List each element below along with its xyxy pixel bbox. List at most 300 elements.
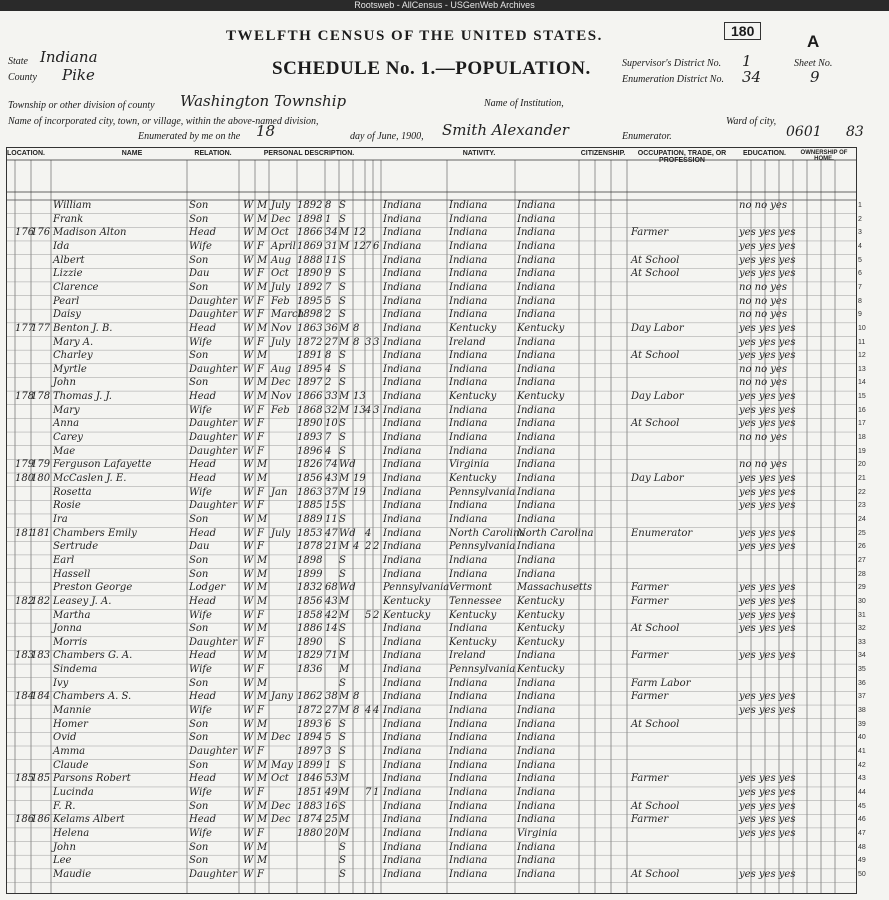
birth-year: 1885 [297,500,323,512]
person-name: Clarence [53,281,99,293]
line-number: 25 [858,529,866,537]
person-name: Parsons Robert [53,773,131,785]
relation: Daughter [189,636,237,648]
table-row [7,800,866,815]
line-number: 15 [858,393,866,401]
relation: Head [189,473,217,484]
relation: Daughter [189,295,237,307]
table-row [7,554,866,569]
person-name: Jonna [53,623,82,635]
sex: M [257,773,268,785]
birth-year: 1892 [297,200,323,211]
sex: M [257,595,268,607]
age: 7 [325,432,332,444]
father-birthplace: Ireland [449,336,486,348]
birth-year: 1895 [297,295,323,307]
person-name: Ira [53,513,68,525]
father-birthplace: Pennsylvania [449,486,516,498]
father-birthplace: Indiana [449,254,488,266]
table-row [7,486,866,501]
father-birthplace: Indiana [449,800,488,812]
birthplace: Indiana [383,664,422,676]
mother-birthplace: Indiana [517,363,556,375]
mother-birthplace: Indiana [517,691,556,703]
birth-year: 1858 [297,609,323,621]
mother-birthplace: Indiana [517,473,556,484]
education: no no yes [739,459,787,471]
line-number: 13 [858,365,866,373]
table-row [7,377,866,391]
birthplace: Indiana [383,309,422,321]
race: W [243,841,254,853]
birth-year: 1872 [297,336,323,348]
mother-birthplace: Indiana [517,486,556,498]
line-number: 43 [858,775,866,783]
birth-year: 1896 [297,445,323,457]
occupation: At School [631,868,680,880]
county-label: County [8,72,37,83]
mother-birthplace: Indiana [517,254,556,266]
occupation: Enumerator [631,527,693,539]
birthplace: Indiana [383,473,422,484]
race: W [243,623,254,635]
age: 11 [325,513,338,525]
line-number: 39 [858,720,866,728]
relation: Head [189,814,217,826]
mother-birthplace: Indiana [517,732,556,744]
birthplace: Indiana [383,336,422,348]
relation: Daughter [189,363,237,375]
birth-month: Oct [271,773,289,785]
marital-status: S [339,623,346,635]
father-birthplace: Indiana [449,268,488,280]
mother-birthplace: Indiana [517,240,556,252]
sheet-no-label: Sheet No. [794,58,833,69]
marital-status: M [339,473,350,484]
family-number: 176 [31,227,51,239]
birthplace: Indiana [383,404,422,416]
father-birthplace: Indiana [449,213,488,225]
age: 7 [325,281,332,293]
line-number: 8 [858,297,862,305]
birthplace: Indiana [383,868,422,880]
father-birthplace: Indiana [449,759,488,771]
person-name: Chambers Emily [53,527,137,539]
birthplace: Indiana [383,786,422,798]
dwelling-number: 177 [15,322,35,334]
sex: M [257,227,268,239]
sex: F [257,705,264,717]
children-born: 2 [365,541,372,553]
person-name: Ida [53,240,70,252]
table-row [7,527,866,542]
person-name: Daisy [53,309,81,321]
line-number: 20 [858,461,866,469]
sex: F [257,268,264,280]
table-row [7,677,866,692]
table-row [7,322,866,337]
relation: Daughter [189,500,237,512]
birth-year: 1880 [297,827,323,839]
birthplace: Kentucky [383,609,431,621]
education: yes yes yes [739,541,796,553]
relation: Son [189,841,209,853]
marital-status: S [339,677,346,689]
mother-birthplace: Indiana [517,404,556,416]
father-birthplace: Indiana [449,404,488,416]
race: W [243,868,254,880]
person-name: Amma [53,746,86,757]
line-number: 50 [858,870,866,878]
supervisor-value: 1 [742,52,752,70]
age: 21 [325,541,338,553]
relation: Wife [189,240,212,252]
family-number: 178 [31,391,51,403]
table-row [7,363,866,378]
father-birthplace: Indiana [449,677,488,689]
sheet-letter: A [807,32,820,51]
race: W [243,582,254,594]
marital-status: S [339,200,346,211]
race: W [243,350,254,362]
sex: M [257,513,268,525]
marital-status: S [339,868,346,880]
table-row [7,227,862,241]
age: 27 [325,705,338,717]
enumerated-label: Enumerated by me on the [138,131,241,142]
birth-month: July [271,281,291,293]
relation: Son [189,281,209,293]
education: yes yes yes [739,609,796,621]
person-name: Chambers G. A. [53,650,133,662]
birth-year: 1863 [297,486,323,498]
education: yes yes yes [739,404,796,416]
education: yes yes yes [739,391,796,403]
dwelling-number: 183 [15,650,35,662]
person-name: Thomas J. J. [53,391,112,403]
family-number: 184 [31,691,51,703]
father-birthplace: Indiana [449,350,488,362]
line-number: 34 [858,652,866,660]
person-name: Mary A. [53,336,94,348]
age: 49 [325,786,338,798]
person-name: Albert [53,254,85,266]
sex: M [257,677,268,689]
mother-birthplace: Indiana [517,554,556,566]
sex: M [257,459,268,471]
years-married: 4 [353,541,360,553]
person-name: Preston George [53,582,133,594]
race: W [243,445,254,457]
marital-status: Wd [339,582,356,594]
birth-year: 1829 [297,650,323,662]
table-row [7,814,866,828]
line-number: 7 [858,283,862,291]
person-name: Kelams Albert [53,814,125,826]
relation: Son [189,759,209,771]
person-name: Rosie [53,500,81,512]
line-number: 3 [858,229,862,237]
person-name: Lizzie [53,268,83,280]
dwelling-number: 180 [15,473,35,484]
race: W [243,827,254,839]
marital-status: S [339,309,346,321]
person-name: Mary [53,404,80,416]
birthplace: Indiana [383,500,422,512]
birth-year: 1862 [297,691,323,703]
marital-status: S [339,759,346,771]
marital-status: S [339,350,346,362]
table-row [7,350,866,364]
sheet-stamp: 180 [724,22,761,40]
education: yes yes yes [739,623,796,635]
mother-birthplace: North Carolina [517,527,594,539]
person-name: Carey [53,432,83,444]
birth-month: April [271,240,296,252]
birthplace: Indiana [383,746,422,757]
table-row [7,541,866,555]
race: W [243,363,254,375]
education: yes yes yes [739,814,796,826]
father-birthplace: Indiana [449,773,488,785]
line-number: 47 [858,829,866,837]
mother-birthplace: Indiana [517,295,556,307]
line-number: 31 [858,611,866,619]
sex: M [257,377,268,389]
education: yes yes yes [739,350,796,362]
age: 10 [325,418,338,430]
relation: Daughter [189,746,237,757]
table-row [7,609,866,624]
relation: Son [189,718,209,730]
race: W [243,391,254,403]
marital-status: S [339,732,346,744]
children-living: 2 [373,541,380,553]
birth-year: 1888 [297,254,323,266]
children-born: 3 [365,336,372,348]
father-birthplace: North Carolina [449,527,526,539]
mother-birthplace: Indiana [517,350,556,362]
person-name: Claude [53,759,89,771]
birth-month: July [271,527,291,539]
dwelling-number: 185 [15,773,35,785]
person-name: Benton J. B. [53,322,113,334]
birthplace: Indiana [383,568,422,580]
father-birthplace: Indiana [449,746,488,757]
person-name: Anna [53,418,80,430]
age: 2 [325,377,332,389]
sex: M [257,281,268,293]
relation: Son [189,732,209,744]
occupation: At School [631,800,680,812]
race: W [243,322,254,334]
line-number: 6 [858,270,862,278]
line-number: 24 [858,515,866,523]
father-birthplace: Kentucky [449,636,497,648]
marital-status: M [339,322,350,334]
table-row [7,718,866,733]
age: 47 [325,527,338,539]
birthplace: Indiana [383,391,422,403]
table-row [7,309,862,323]
mother-birthplace: Indiana [517,800,556,812]
father-birthplace: Indiana [449,827,488,839]
race: W [243,513,254,525]
education: no no yes [739,295,787,307]
table-row [7,459,866,473]
race: W [243,309,254,321]
sex: F [257,636,264,648]
occupation: Farmer [631,814,669,826]
line-number: 18 [858,434,866,442]
person-name: Maudie [53,868,92,880]
table-row [7,473,866,487]
line-number: 30 [858,597,866,605]
birthplace: Indiana [383,855,422,867]
father-birthplace: Vermont [449,582,492,594]
sex: M [257,623,268,635]
table-row [7,636,866,651]
sex: M [257,554,268,566]
marital-status: M [339,391,350,403]
race: W [243,609,254,621]
father-birthplace: Indiana [449,418,488,430]
age: 5 [325,732,332,744]
father-birthplace: Indiana [449,868,488,880]
relation: Dau [189,268,210,280]
mother-birthplace: Indiana [517,213,556,225]
birthplace: Indiana [383,541,422,553]
sex: F [257,786,264,798]
corner-number: 83 [846,124,864,140]
father-birthplace: Indiana [449,705,488,717]
marital-status: M [339,609,350,621]
age: 9 [325,268,332,280]
education: yes yes yes [739,336,796,348]
marital-status: S [339,636,346,648]
relation: Wife [189,609,212,621]
age: 33 [325,391,338,403]
dwelling-number: 184 [15,691,35,703]
family-number: 183 [31,650,51,662]
dwelling-number: 176 [15,227,35,239]
marital-status: S [339,377,346,389]
race: W [243,664,254,676]
mother-birthplace: Indiana [517,868,556,880]
enumerator-label: Enumerator. [622,131,672,142]
birth-year: 1866 [297,227,323,239]
table-row [7,295,862,310]
line-number: 49 [858,857,866,865]
race: W [243,281,254,293]
birth-month: Aug [271,254,292,266]
sex: M [257,254,268,266]
race: W [243,473,254,484]
table-row [7,841,866,856]
age: 71 [325,650,338,662]
race: W [243,677,254,689]
children-born: 4 [365,527,372,539]
marital-status: M [339,486,350,498]
relation: Wife [189,705,212,717]
sex: F [257,432,264,444]
marital-status: M [339,650,350,662]
age: 1 [325,213,332,225]
person-name: Homer [53,718,88,730]
education: yes yes yes [739,650,796,662]
col-occupation: OCCUPATION, TRADE, OR PROFESSION [637,150,727,164]
person-name: Frank [53,213,84,225]
marital-status: M [339,595,350,607]
birth-year: 1890 [297,268,323,280]
sex: F [257,418,264,430]
years-married: 19 [353,473,366,484]
marital-status: M [339,336,350,348]
occupation: At School [631,350,680,362]
age: 8 [325,350,332,362]
marital-status: M [339,773,350,785]
line-number: 1 [858,202,862,209]
relation: Son [189,568,209,580]
birth-year: 1890 [297,418,323,430]
mother-birthplace: Kentucky [517,609,565,621]
marital-status: M [339,705,350,717]
schedule-title: SCHEDULE No. 1.—POPULATION. [272,58,591,79]
birthplace: Indiana [383,200,422,211]
education: yes yes yes [739,227,796,239]
years-married: 13 [353,391,366,403]
age: 1 [325,759,332,771]
children-living: 3 [373,404,380,416]
birthplace: Indiana [383,705,422,717]
mother-birthplace: Indiana [517,445,556,457]
enumerator-name: Smith Alexander [442,121,569,139]
marital-status: M [339,240,350,252]
occupation: At School [631,268,680,280]
marital-status: S [339,445,346,457]
education: yes yes yes [739,418,796,430]
children-living: 2 [373,609,380,621]
birthplace: Indiana [383,773,422,785]
mother-birthplace: Kentucky [517,636,565,648]
occupation: Farm Labor [631,677,691,689]
birth-month: Nov [271,322,292,334]
marital-status: M [339,404,350,416]
relation: Head [189,773,217,785]
relation: Son [189,213,209,225]
marital-status: S [339,432,346,444]
marital-status: M [339,541,350,553]
sex: M [257,213,268,225]
race: W [243,213,254,225]
person-name: Myrtle [53,363,87,375]
birth-year: 1890 [297,636,323,648]
marital-status: S [339,363,346,375]
family-number: 181 [31,527,51,539]
children-born: 7 [365,240,372,252]
birth-year: 1851 [297,786,323,798]
person-name: John [53,377,76,389]
occupation: At School [631,254,680,266]
relation: Daughter [189,868,237,880]
birth-year: 1836 [297,664,323,676]
children-born: 7 [365,786,372,798]
marital-status: S [339,418,346,430]
birth-year: 1899 [297,759,323,771]
relation: Wife [189,336,212,348]
years-married: 12 [353,240,366,252]
marital-status: S [339,746,346,757]
